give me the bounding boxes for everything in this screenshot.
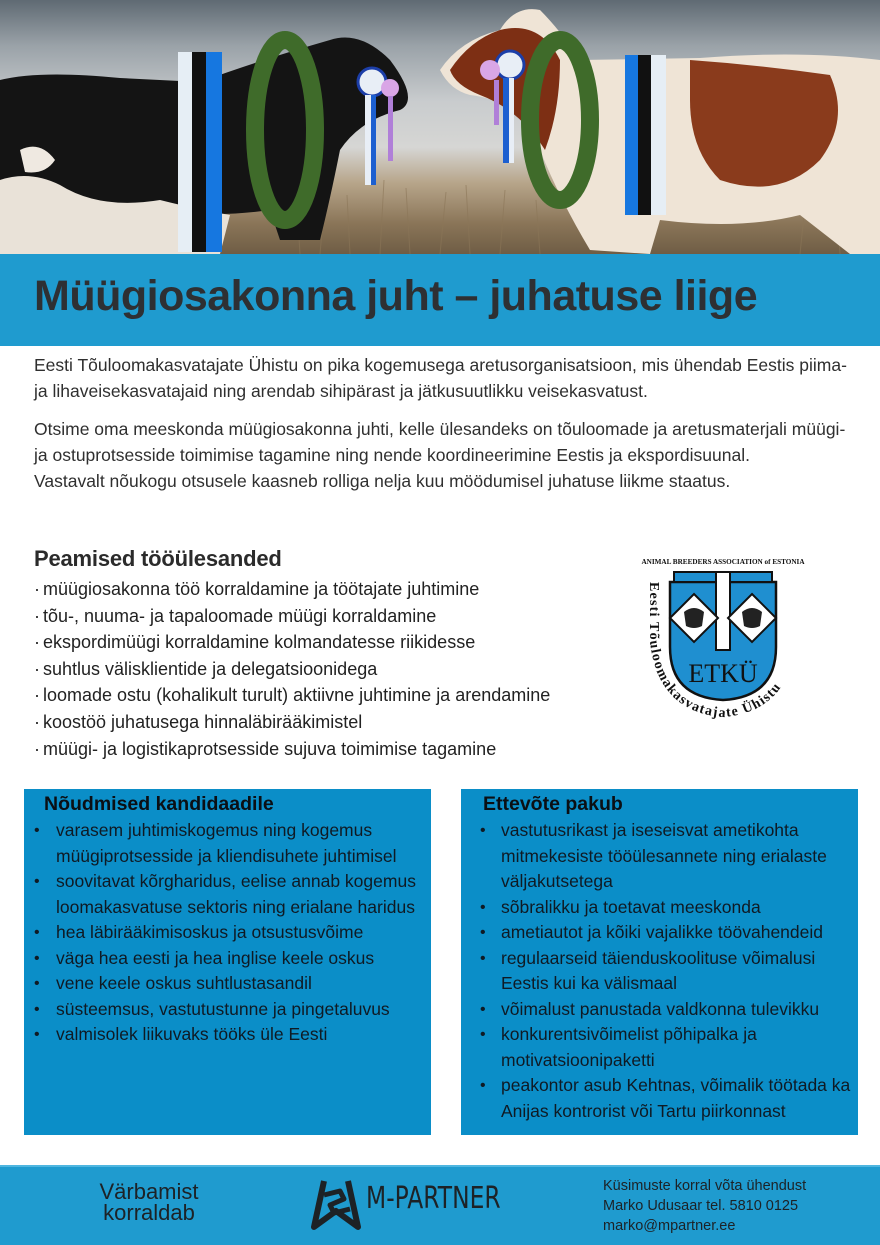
- list-item: • hea läbirääkimisoskus ja otsustusvõime: [34, 922, 364, 942]
- intro-section: [34, 352, 854, 506]
- etku-shield-icon: [628, 552, 818, 732]
- contact-line: Küsimuste korral võta ühendust: [603, 1178, 807, 1194]
- list-item: · müügi- ja logistikaprotsesside sujuva toimimise tagamine: [34, 738, 497, 759]
- svg-text:Eesti Tõuloomakasvatajate Ühis: Eesti Tõuloomakasvatajate Ühistu: [645, 582, 785, 722]
- requirements-list: [24, 818, 431, 1048]
- contact-person: Marko Udusaar tel. 5810 0125: [603, 1198, 799, 1214]
- intro-paragraph: Vastavalt nõukogu otsusele kaasneb rolliga nelja kuu möödumisel juhatuse liikme staatus.: [34, 471, 731, 491]
- recruiter-label: Värbamist korraldab: [99, 1179, 199, 1225]
- offer-box: [461, 789, 858, 1135]
- list-item: • regulaarseid täienduskoolituse võimalusi Eestis kui ka välismaal: [480, 947, 816, 993]
- company-name: M-PARTNER: [366, 1181, 501, 1216]
- list-item: • väga hea eesti ja hea inglise keele oskus: [34, 947, 375, 968]
- requirements-heading: Nõudmised kandidaadile: [44, 793, 274, 815]
- list-item: • ametiautot ja kõiki vajalikke töövahendeid: [480, 922, 823, 942]
- list-item: · tõu-, nuuma- ja tapaloomade müügi korraldamine: [34, 605, 437, 626]
- title-band: [0, 254, 880, 346]
- cows-illustration: [0, 0, 880, 254]
- list-item: · loomade ostu (kohalikult turult) aktiivne juhtimine ja arendamine: [34, 685, 551, 706]
- hero-image: [0, 0, 880, 254]
- contact-email-link[interactable]: marko@mpartner.ee: [603, 1218, 736, 1234]
- intro-paragraph: Otsime oma meeskonda müügiosakonna juhti, kelle ülesandeks on tõuloomade ja aretusmaterjali müügi- ja ostuprotsesside toimimise tagamine ning nende koordineerimine Eestis ja ekspordisuunal.: [34, 419, 846, 465]
- requirements-box: [24, 789, 431, 1135]
- footer: [0, 1165, 880, 1245]
- list-item: • konkurentsivõimelist põhipalka ja motivatsioonipaketti: [480, 1024, 757, 1070]
- m-partner-logo-icon: [310, 1177, 362, 1231]
- svg-text:ANIMAL BREEDERS ASSOCIATION of: ANIMAL BREEDERS ASSOCIATION of ESTONIA: [641, 558, 805, 566]
- list-item: · müügiosakonna töö korraldamine ja töötajate juhtimine: [34, 579, 480, 599]
- intro-paragraph: Eesti Tõuloomakasvatajate Ühistu on pika kogemusega aretusorganisatsioon, mis ühendab Eestis piima- ja lihaveisekasvatajaid ning arendab sihipärast ja jätkusuutlikku veisekasvatust.: [34, 355, 847, 401]
- list-item: • süsteemsus, vastutustunne ja pingetaluvus: [34, 998, 390, 1019]
- list-item: • valmisolek liikuvaks tööks üle Eesti: [34, 1024, 328, 1044]
- duties-heading: Peamised tööülesanded: [34, 546, 282, 571]
- list-item: · ekspordimüügi korraldamine kolmandatesse riikidesse: [34, 632, 476, 653]
- list-item: • varasem juhtimiskogemus ning kogemus müügiprotsesside ja kliendisuhete juhtimisel: [34, 820, 397, 866]
- list-item: • peakontor asub Kehtnas, võimalik töötada ka Anijas kontrorist või Tartu piirkonnast: [480, 1075, 851, 1121]
- list-item: · koostöö juhatusega hinnaläbirääkimistel: [34, 711, 363, 732]
- etku-logo: [628, 552, 818, 732]
- duties-list: [34, 576, 624, 762]
- list-item: • sõbralikku ja toetavat meeskonda: [480, 896, 761, 917]
- list-item: • vastutusrikast ja iseseisvat ametikohta mitmekesiste tööülesannete ning erialaste väljakutsetega: [480, 820, 827, 891]
- list-item: • soovitavat kõrgharidus, eelise annab kogemus loomakasvatuse sektoris ning erialane haridus: [34, 871, 416, 917]
- list-item: • vene keele oskus suhtlustasandil: [34, 973, 312, 993]
- offer-heading: Ettevõte pakub: [483, 793, 623, 815]
- page-title: Müügiosakonna juht – juhatuse liige: [34, 272, 758, 320]
- contact-info: [603, 1176, 806, 1236]
- list-item: • võimalust panustada valdkonna tulevikku: [480, 998, 820, 1019]
- list-item: · suhtlus välisklientide ja delegatsioonidega: [34, 658, 378, 679]
- duties-section: [34, 546, 624, 762]
- svg-text:ETKÜ: ETKÜ: [688, 659, 758, 688]
- offer-list: [461, 818, 858, 1124]
